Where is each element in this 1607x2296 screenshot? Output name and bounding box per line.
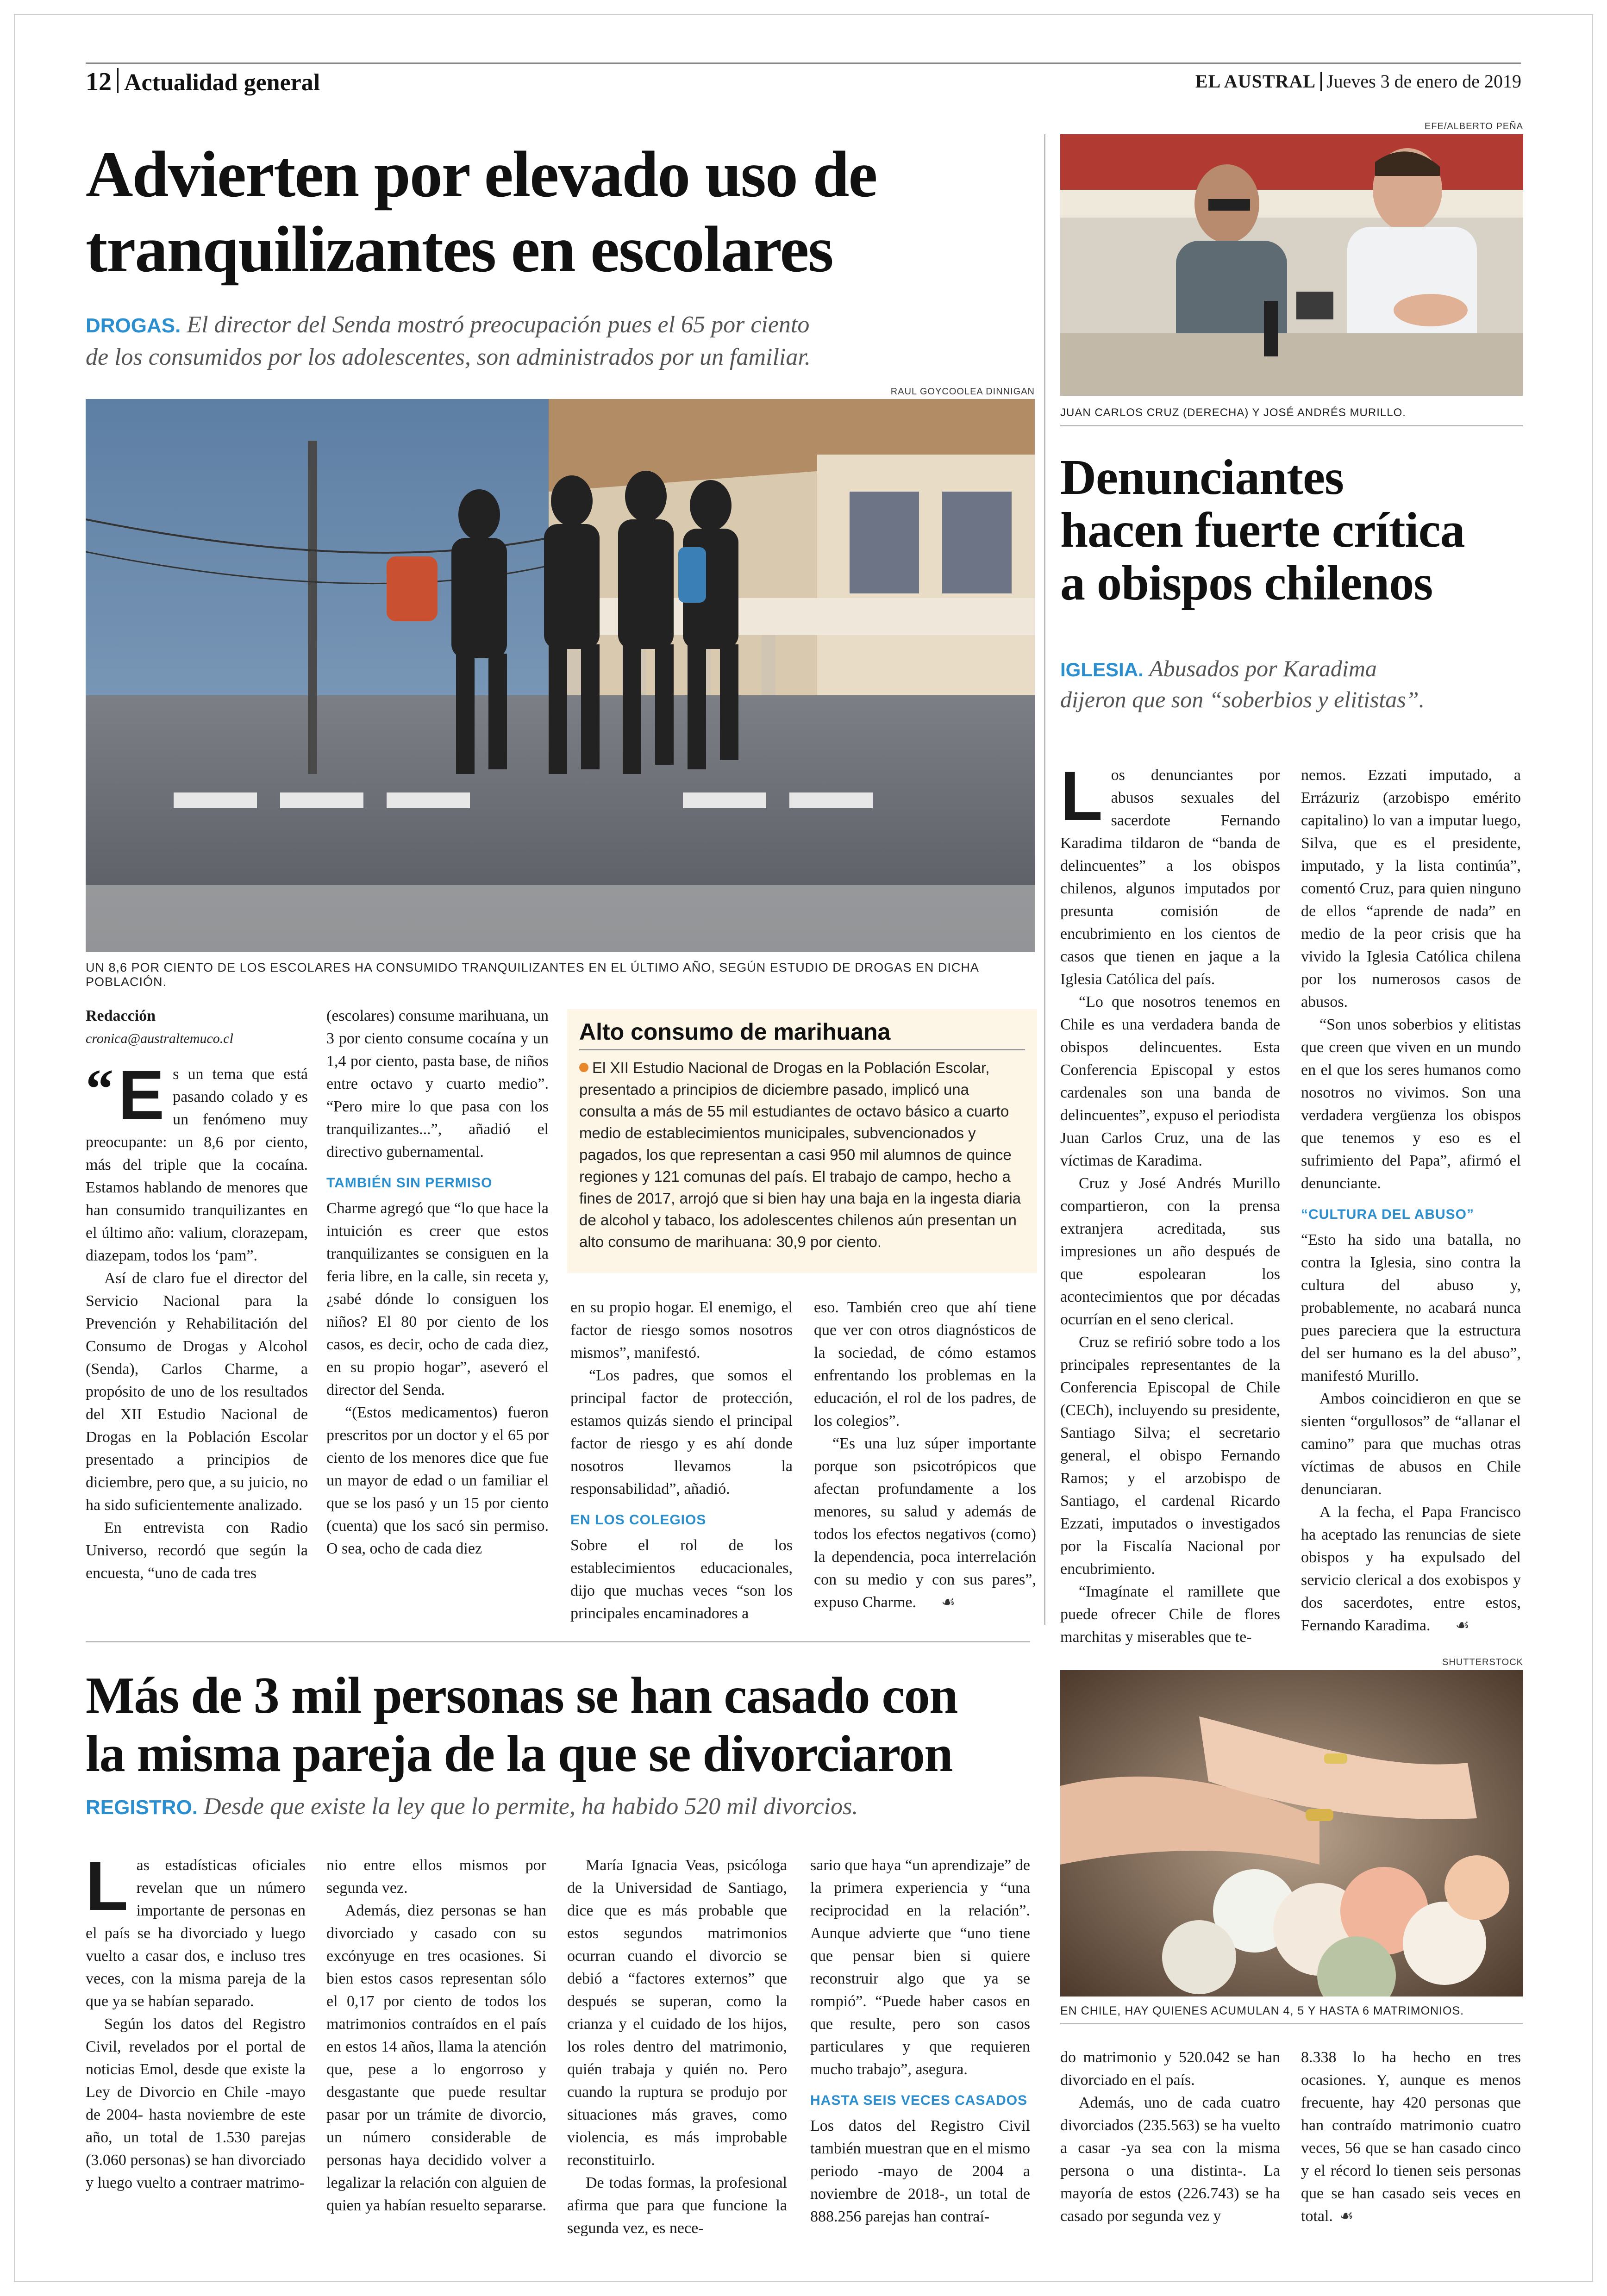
paragraph: “Esto ha sido una batalla, no contra la Iglesia, sino contra la cultura del abuso y, probablemente, no acabará nunca pues pareciera que la estructura del ser humano es la del abuso”, manifestó Murillo. [1301, 1231, 1521, 1385]
paragraph: sario que haya “un aprendizaje” de la primera experiencia y “una reciprocidad en la relación”. Aunque advierte que “uno tiene que pensar bien si quiere reconstruir algo que ya se rompió”. “Puede haber casos en que resulte, pero son casos particulares y que requieren mucho trabajo”, asegura. [810, 1857, 1030, 2078]
bottom-headline-line: Más de 3 mil personas se han casado con [86, 1667, 957, 1724]
paragraph: “Imagínate el ramillete que puede ofrecer Chile de flores marchitas y miserables que te- [1060, 1583, 1280, 1646]
paragraph: en su propio hogar. El enemigo, el factor de riesgo somos nosotros mismos”, manifestó. [570, 1299, 793, 1361]
main-headline [86, 137, 1025, 287]
page-number: 12 [86, 68, 112, 96]
paragraph: as estadísticas oficiales revelan que un número importante de personas en el país se ha divorciado y luego vuelto a casar dos, e incluso tres veces, con la misma pareja de la que ya se habían separado. [86, 1857, 306, 2010]
side-photo-credit: EFE/ALBERTO PEÑA [1424, 121, 1523, 131]
side-headline-line: hacen fuerte crítica [1060, 503, 1465, 558]
bottom-col-2 [326, 1854, 546, 2217]
section-name: Actualidad general [124, 69, 320, 96]
paragraph: De todas formas, la profesional afirma que para que funcione la segunda vez, es nece- [567, 2174, 787, 2237]
subhead: HASTA SEIS VECES CASADOS [810, 2093, 1028, 2108]
subhead: “CULTURA DEL ABUSO” [1301, 1207, 1474, 1222]
paragraph: Cruz se refirió sobre todo a los principales representantes de la Conferencia Episcopal de Chile (CECh), incluyendo su presidente, Santiago Silva; el secretario general, el obispo Fernando Ramos; y el arzobispo de Santiago, el cardenal Ricardo Ezzati, imputados o investigados por la Fiscalía Nacional por encubrimiento. [1060, 1334, 1280, 1578]
bottom-caption-rule [1060, 2023, 1523, 2024]
bottom-deck [86, 1791, 1039, 1823]
main-headline-line: tranquilizantes en escolares [86, 212, 833, 286]
paragraph: nemos. Ezzati imputado, a Errázuriz (arzobispo emérito capitalino) lo van a imputar luego, Silva, que es el presidente, imputado, y la lista continúa”, comentó Cruz, para quien ninguno de ellos “aprende de nada” en medio de la peor crisis que ha vivido la Iglesia Católica chilena por los numerosos casos de abusos. [1301, 767, 1521, 1011]
bottom-kicker: REGISTRO. [86, 1796, 198, 1819]
main-kicker: DROGAS. [86, 314, 181, 337]
paragraph: do matrimonio y 520.042 se han divorciado en el país. [1060, 2049, 1280, 2089]
side-headline-line: Denunciantes [1060, 450, 1344, 505]
byline-email: cronica@australtemuco.cl [86, 1031, 233, 1046]
paragraph: Además, uno de cada cuatro divorciados (235.563) se ha vuelto a casar -ya sea con la misma persona o una distinta-. La mayoría de estos (226.743) se ha casado por segunda vez y [1060, 2094, 1280, 2225]
side-deck-line: dijeron que son “soberbios y elitistas”. [1060, 686, 1425, 712]
main-photo-caption: UN 8,6 POR CIENTO DE LOS ESCOLARES HA CONSUMIDO TRANQUILIZANTES EN EL ÚLTIMO AÑO, SEGÚN ESTUDIO DE DROGAS EN DICHA POBLACIÓN. [86, 961, 979, 989]
paragraph: “Son unos soberbios y elitistas que creen que viven en un mundo en el que los seres humanos como nosotros no vivimos. Son una verdadera vergüenza los obispos que tenemos y eso es el sufrimiento del Papa”, afirmó el denunciante. [1301, 1016, 1521, 1192]
bottom-headline [86, 1666, 1039, 1783]
side-headline [1060, 451, 1523, 610]
paper-name: EL AUSTRAL [1195, 71, 1316, 92]
box-text: El XII Estudio Nacional de Drogas en la Población Escolar, presentado a principios de diciembre pasado, implicó una consulta a más de 55 mil estudiantes de octavo básico a cuarto medio de establecimientos municipales, subvencionados y pagados, los que representan a casi 950 mil alumnos de quince regiones y 121 comunas del país. El trabajo de campo, hecho a fines de 2017, arrojó que si bien hay una baja en la ingesta diaria de alcohol y tabaco, los adolescentes chilenos aún presentan un alto consumo de marihuana: 30,9 por ciento. [579, 1059, 1021, 1250]
header-rule [86, 62, 1521, 64]
side-col-2 [1301, 764, 1521, 1637]
wedding-rings-photo [1060, 1670, 1523, 1997]
paragraph: “(Estos medicamentos) fueron prescritos por un doctor y el 65 por ciento de los menores dice que fue un mayor de edad o un familiar el que se los pasó y un 15 por ciento (cuenta) que los sacó sin permiso. O sea, ocho de cada diez [326, 1404, 549, 1557]
column-divider [1044, 134, 1045, 1625]
paragraph: nio entre ellos mismos por segunda vez. [326, 1857, 546, 1897]
paragraph: Los datos del Registro Civil también muestran que en el mismo periodo -mayo de 2004 a noviembre de 2018-, un total de 888.256 parejas han contraí- [810, 2117, 1030, 2225]
masthead [1195, 70, 1521, 92]
paragraph: eso. También creo que ahí tiene que ver con otros diagnósticos de la sociedad, de cómo estamos enfrentando los problemas en la educación, el rol de los padres, de los colegios”. [814, 1299, 1036, 1429]
paragraph: “Es una luz súper importante porque son psicotrópicos que afectan profundamente a los menores, su salud y además de todos los efectos negativos (como) la dependencia, poca interrelación con su medio y con sus pares”, expuso Charme. [814, 1435, 1036, 1611]
bottom-headline-line: la misma pareja de la que se divorciaron [86, 1725, 952, 1783]
byline: Redacción [86, 1007, 156, 1024]
paragraph: Según los datos del Registro Civil, revelados por el portal de noticias Emol, desde que existe la Ley de Divorcio en Chile -mayo de 2004- hasta noviembre de este año, un total de 1.530 parejas (3.060 personas) se han divorciado y luego vuelto a contraer matrimo- [86, 2015, 306, 2191]
issue-date: Jueves 3 de enero de 2019 [1326, 71, 1521, 92]
bottom-section-rule [86, 1641, 1030, 1642]
main-deck-line: de los consumidos por los adolescentes, son administrados por un familiar. [86, 344, 811, 370]
main-col-3 [570, 1296, 793, 1625]
page-folio [86, 67, 320, 97]
bottom-photo-caption: EN CHILE, HAY QUIENES ACUMULAN 4, 5 Y HASTA 6 MATRIMONIOS. [1060, 2004, 1464, 2017]
subhead: EN LOS COLEGIOS [570, 1512, 707, 1528]
bottom-col-1 [86, 1847, 306, 2194]
bottom-photo-credit: SHUTTERSTOCK [1442, 1657, 1523, 1667]
side-col-1 [1060, 757, 1280, 1648]
bottom-col-3 [567, 1854, 787, 2240]
paragraph: A la fecha, el Papa Francisco ha aceptado las renuncias de siete obispos y ha expulsado del servicio clerical a dos exobispos y dos sacerdotes, entre estos, Fernando Karadima. [1301, 1504, 1521, 1634]
paragraph: En entrevista con Radio Universo, recordó que según la encuesta, “uno de cada tres [86, 1519, 308, 1582]
bullet-icon [579, 1063, 588, 1072]
main-deck-line: El director del Senda mostró preocupación pues el 65 por ciento [187, 312, 810, 338]
paragraph: s un tema que está pasando colado y es un fenómeno muy preocupante: un 8,6 por ciento, más del triple que la cocaína. Estamos hablando de menores que han consumido tranquilizantes en el último año: valium, clorazepam, diazepam, todos los ‘pam”. [86, 1066, 308, 1264]
paragraph: Cruz y José Andrés Murillo compartieron, con la prensa extranjera acreditada, sus impresiones un año después de que espolearan los acontecimientos que por décadas ocurrían en el seno clerical. [1060, 1175, 1280, 1328]
sidebar-box [567, 1009, 1037, 1273]
paragraph: Sobre el rol de los establecimientos educacionales, dijo que muchas veces “son los principales encaminadores a [570, 1537, 793, 1622]
paragraph: Además, diez personas se han divorciado y casado con su excónyuge en tres ocasiones. Si bien estos casos representan sólo el 0,17 por ciento de todos los matrimonios contraídos en el país en estos 14 años, llama la atención que, pese a lo engorroso y desgastante que puede resultar pasar por un trámite de divorcio, un número considerable de personas haya decidido volver a legalizar la relación con alguien de quien ya habían resuelto separarse. [326, 1902, 546, 2214]
bottom-deck-line: Desde que existe la ley que lo permite, ha habido 520 mil divorcios. [204, 1793, 858, 1820]
main-photo-credit: RAUL GOYCOOLEA DINNIGAN [890, 387, 1035, 397]
end-mark-icon: ☙ [1455, 1617, 1469, 1634]
paragraph: María Ignacia Veas, psicóloga de la Universidad de Santiago, dice que es más probable que estos segundos matrimonios ocurran cuando el divorcio se debió a “factores externos” que después se superan, como la crianza y el cuidado de los hijos, los roles dentro del matrimonio, quién trabaja y quién no. Pero cuando la ruptura se produjo por situaciones más graves, como violencia, es más improbable reconstituirlo. [567, 1857, 787, 2169]
drop-cap: L [1060, 757, 1103, 835]
paragraph: (escolares) consume marihuana, un 3 por ciento consume cocaína y un 1,4 por ciento, pasta base, de niños entre octavo y cuarto medio”. “Pero mire lo que pasa con los tranquilizantes...”, añadió el directivo gubernamental. [326, 1007, 549, 1160]
bottom-col-4 [810, 1854, 1030, 2228]
paragraph: “Los padres, que somos el principal factor de protección, estamos quizás siendo el principal factor de riesgo y es ahí donde nosotros llevamos la responsabilidad”, añadió. [570, 1367, 793, 1497]
main-deck [86, 309, 1035, 373]
bottom-col-6 [1301, 2046, 1521, 2227]
main-col-4 [814, 1296, 1036, 1614]
side-kicker: IGLESIA. [1060, 659, 1144, 680]
end-mark-icon: ☙ [941, 1594, 956, 1611]
paragraph: os denunciantes por abusos sexuales del sacerdote Fernando Karadima tildaron de “banda de delincuentes” a los obispos chilenos, algunos imputados por presunta comisión de encubrimiento en los cientos de casos que tienen en jaque a la Iglesia Católica del país. [1060, 767, 1280, 988]
paragraph: 8.338 lo ha hecho en tres ocasiones. Y, aunque es menos frecuente, hay 420 personas que han contraído matrimonio cuatro veces, 56 que se han casado cinco y el récord lo tienen seis personas que se han casado seis veces en total. [1301, 2049, 1521, 2225]
side-caption-rule [1060, 425, 1523, 426]
paragraph: “Lo que nosotros tenemos en Chile es una verdadera banda de obispos delincuentes. Esta Conferencia Episcopal y estos cardenales son una banda de delincuentes”, expuso el periodista Juan Carlos Cruz, una de las víctimas de Karadima. [1060, 993, 1280, 1169]
side-headline-line: a obispos chilenos [1060, 555, 1433, 611]
drop-cap: E [118, 1056, 165, 1134]
bottom-col-5 [1060, 2046, 1280, 2227]
side-photo-caption: JUAN CARLOS CRUZ (DERECHA) Y JOSÉ ANDRÉS MURILLO. [1060, 406, 1406, 419]
main-col-2 [326, 1004, 549, 1560]
quote-mark: “ [86, 1058, 113, 1119]
side-deck [1060, 654, 1523, 714]
drop-cap: L [86, 1847, 128, 1925]
main-col-1 [86, 1004, 308, 1585]
side-deck-line: Abusados por Karadima [1149, 655, 1377, 681]
main-headline-line: Advierten por elevado uso de [86, 137, 877, 211]
subhead: TAMBIÉN SIN PERMISO [326, 1175, 493, 1191]
students-photo [86, 399, 1035, 952]
paragraph: Ambos coincidieron en que se sienten “orgullosos” de “allanar el camino” para que muchas otras víctimas de abusos en Chile denunciaran. [1301, 1390, 1521, 1498]
box-title: Alto consumo de marihuana [579, 1019, 891, 1045]
end-mark-icon: ☙ [1339, 2208, 1354, 2225]
paragraph: Así de claro fue el director del Servicio Nacional para la Prevención y Rehabilitación del Consumo de Drogas y Alcohol (Senda), Carlos Charme, a propósito de uno de los resultados del XII Estudio Nacional de Drogas en la Población Escolar presentado a principios de diciembre, pero que, a su juicio, no ha sido suficientemente analizado. [86, 1270, 308, 1514]
press-conference-photo [1060, 134, 1523, 396]
paragraph: Charme agregó que “lo que hace la intuición es creer que estos tranquilizantes se consiguen en la feria libre, en la calle, sin receta y, ¿sabé dónde lo consiguen los niños? El 80 por ciento de los casos, es decir, ocho de cada diez, en su propio hogar”, aseveró el director del Senda. [326, 1200, 549, 1398]
